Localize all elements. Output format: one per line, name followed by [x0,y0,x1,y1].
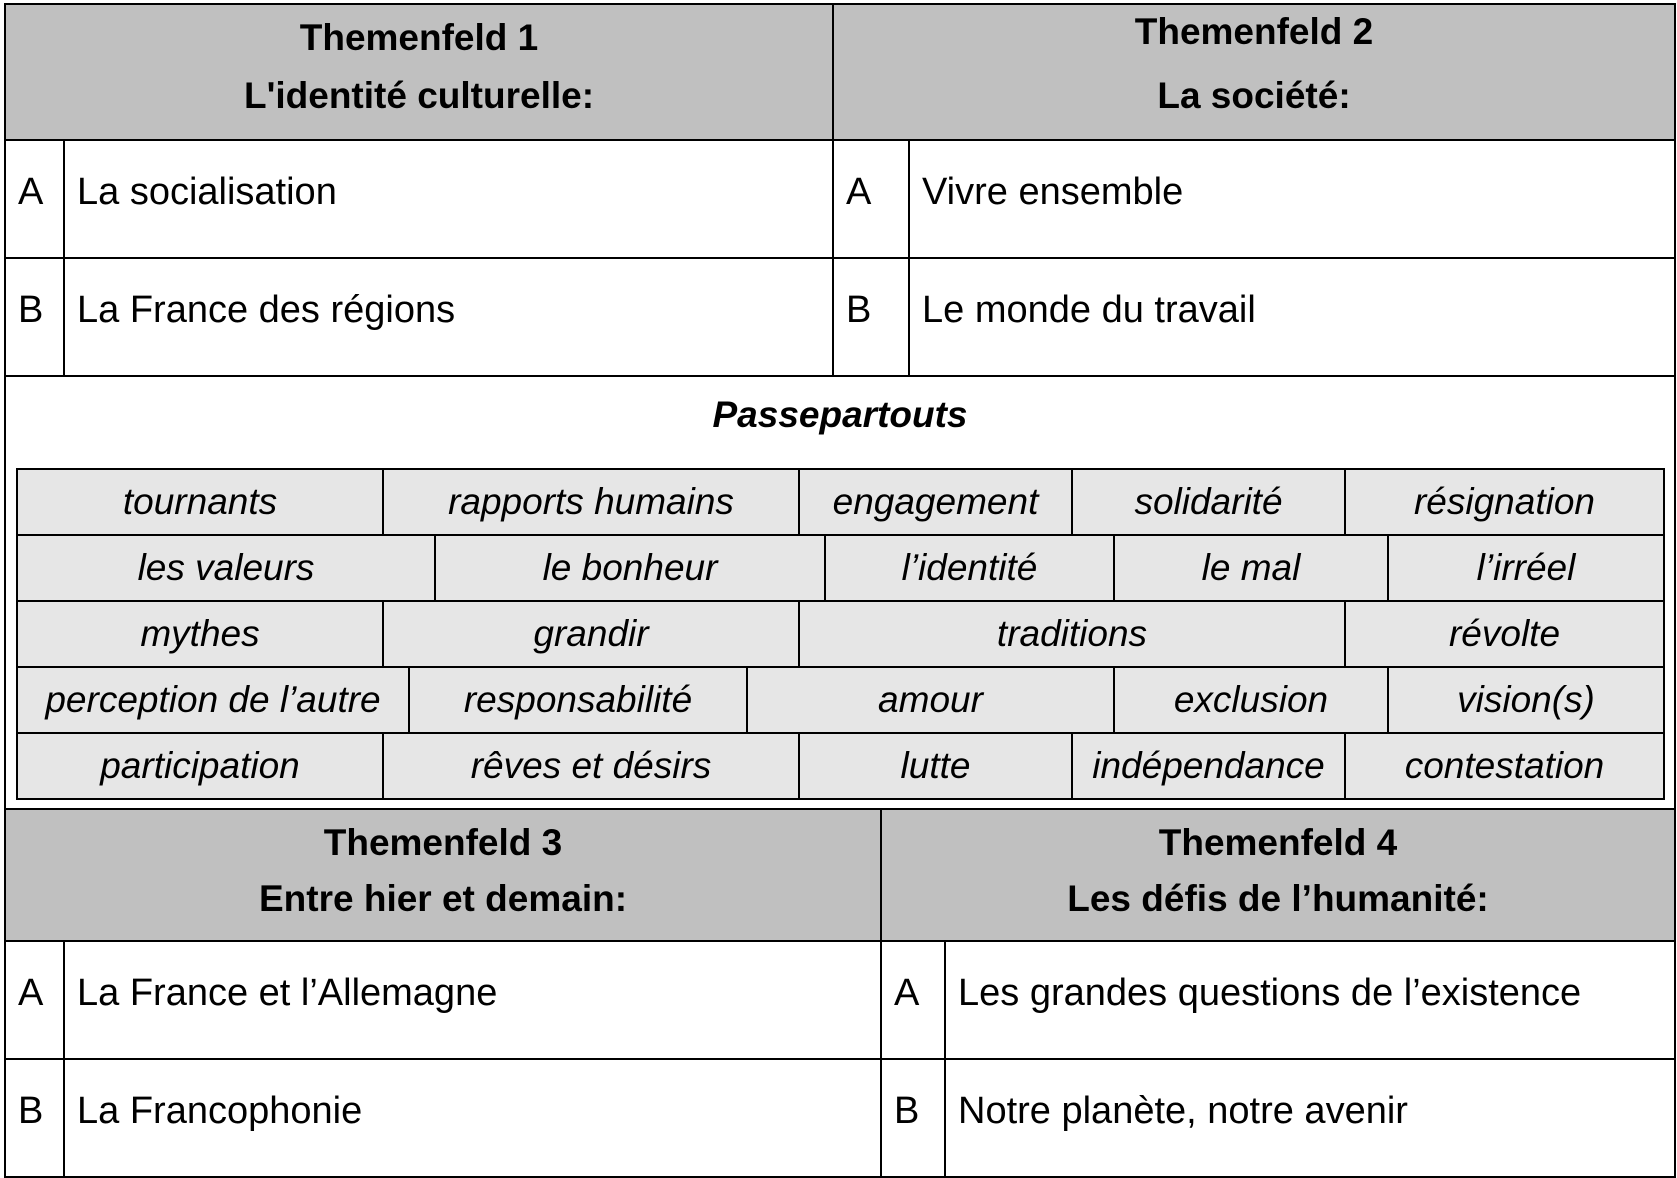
passepartout-tag: participation [16,732,384,800]
themenfeld-1-item-b-text: La France des régions [63,257,834,377]
passepartout-tag: tournants [16,468,384,536]
passepartout-tag: solidarité [1071,468,1346,536]
passepartout-tag: rapports humains [382,468,800,536]
passepartouts-title: Passepartouts [712,394,968,435]
passepartout-tag: l’identité [824,534,1115,602]
themenfeld-1-subtitle: L'identité culturelle: [243,75,595,116]
themenfeld-2-item-b-letter: B [832,257,910,377]
passepartout-tag: traditions [798,600,1346,668]
passepartout-tag: le bonheur [434,534,826,602]
passepartout-tag: amour [746,666,1115,734]
themenfeld-2-item-a-text: Vivre ensemble [908,139,1676,259]
passepartout-tag: contestation [1344,732,1665,800]
themenfeld-4-item-b-text: Notre planète, notre avenir [944,1058,1676,1178]
passepartout-tag: indépendance [1071,732,1346,800]
themenfeld-3-item-a-text: La France et l’Allemagne [63,940,882,1060]
themenfeld-3-subtitle: Entre hier et demain: [258,878,628,919]
themenfeld-1-item-a-text: La socialisation [63,139,834,259]
themenfeld-1-title: Themenfeld 1 [299,17,539,58]
passepartout-tag: les valeurs [16,534,436,602]
themenfeld-1-item-b-letter: B [4,257,65,377]
themenfeld-4-item-a-text: Les grandes questions de l’existence [944,940,1676,1060]
passepartout-tag: vision(s) [1387,666,1665,734]
themenfeld-2-subtitle: La société: [1157,75,1351,116]
passepartout-tag: révolte [1344,600,1665,668]
themenfeld-3-item-b-text: La Francophonie [63,1058,882,1178]
passepartout-tag: perception de l’autre [16,666,410,734]
themenfeld-3-item-b-letter: B [4,1058,65,1178]
passepartout-tag: responsabilité [408,666,748,734]
passepartout-tag: rêves et désirs [382,732,800,800]
passepartout-tag: lutte [798,732,1073,800]
themenfeld-4-subtitle: Les défis de l’humanité: [1067,878,1489,919]
themenfeld-2-title: Themenfeld 2 [1134,11,1374,52]
passepartout-tag: engagement [798,468,1073,536]
themenfeld-1-item-a-letter: A [4,139,65,259]
themenfeld-3-item-a-letter: A [4,940,65,1060]
themenfeld-2-item-a-letter: A [832,139,910,259]
passepartout-tag: le mal [1113,534,1389,602]
themenfeld-1-header [4,3,834,141]
passepartout-tag: exclusion [1113,666,1389,734]
themenfeld-4-item-b-letter: B [880,1058,946,1178]
passepartout-tag: l’irréel [1387,534,1665,602]
passepartout-tag: mythes [16,600,384,668]
themenfeld-3-title: Themenfeld 3 [323,822,563,863]
themenfeld-2-header [832,3,1676,141]
passepartout-tag: résignation [1344,468,1665,536]
themenfeld-4-item-a-letter: A [880,940,946,1060]
themenfeld-4-header [880,808,1676,942]
themenfeld-3-header [4,808,882,942]
passepartout-tag: grandir [382,600,800,668]
themenfeld-4-title: Themenfeld 4 [1158,822,1398,863]
themenfeld-2-item-b-text: Le monde du travail [908,257,1676,377]
